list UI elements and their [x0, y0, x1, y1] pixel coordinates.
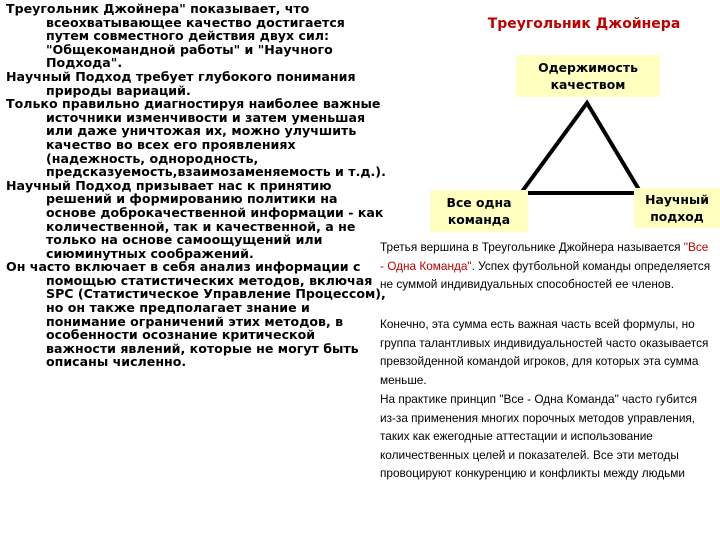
principle-quote: "Все - Одна Команда" — [380, 240, 709, 273]
right-paragraph-1 — [380, 238, 714, 294]
left-paragraph-1: Треугольник Джойнера" показывает, что всеохватывающее качество достигается путем совместного действия двух сил: "Общекомандной работы" и "Научного Подхода". — [6, 1, 345, 71]
vertex-quality-obsession: Одержимость качеством — [516, 55, 660, 97]
vertex-one-team: Все одна команда — [430, 190, 528, 232]
triangle-diagram — [505, 95, 645, 205]
diagram-title: Треугольник Джойнера — [487, 16, 681, 32]
right-paragraph-1-start: Третья вершина в Треугольнике Джойнера называется — [380, 240, 684, 254]
left-paragraph-5: Он часто включает в себя анализ информации с помощью статистических методов, включая SPC (Статистическое Управление Процессом), но он также предполагает знание и понимание ограничений этих методов, в особенности осознание критической важности явлений, которые не могут быть описаны численно. — [6, 259, 386, 370]
right-paragraph-3: На практике принцип "Все - Одна Команда" часто губится из-за применения многих порочных методов управления, таких как ежегодные аттестации и использование количественных целей и показателей. Все эти методы провоцируют конкуренцию и конфликты между людьми — [380, 392, 697, 480]
triangle-outline — [521, 103, 641, 193]
left-text-block — [6, 2, 388, 369]
left-paragraph-4: Научный Подход призывает нас к принятию решений и формированию политики на основе доброкачественной информации - как количественной, так и качественной, а не только на основе самоощущений или сиюминутных соображений. — [6, 177, 384, 261]
left-paragraph-2: Научный Подход требует глубокого понимания природы вариаций. — [6, 68, 356, 98]
right-paragraph-1-end: . Успех футбольной команды определяется не суммой индивидуальных способностей ее членов. — [380, 258, 711, 291]
right-paragraph-2: Конечно, эта сумма есть важная часть всей формулы, но группа талантливых индивидуальностей часто оказывается превзойденной командой игроков, для которых эта сумма меньше. — [380, 317, 709, 387]
left-paragraph-3: Только правильно диагностируя наиболее важные источники изменчивости и затем уменьшая или даже уничтожая их, можно улучшить качество во всех его проявлениях (надежность, однородность, предсказуемость,взаимозаменяемость и т.д.). — [6, 96, 386, 180]
vertex-scientific-approach: Научный подход — [634, 188, 720, 228]
